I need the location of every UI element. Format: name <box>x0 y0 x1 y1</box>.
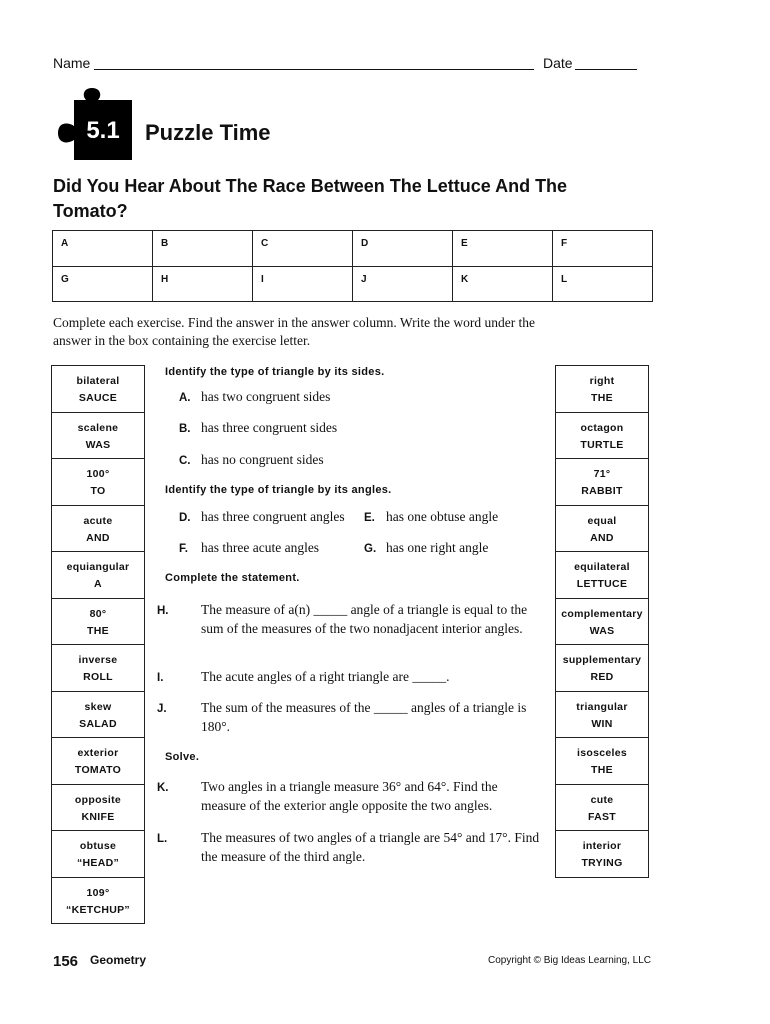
exercise-j: J. The sum of the measures of the _____ angles of a triangle is 180°. <box>157 700 527 734</box>
left-answer-column <box>51 365 145 924</box>
answer-box-k[interactable]: K <box>453 266 553 302</box>
answer-option: interior TRYING <box>556 831 648 878</box>
section-heading-complete: Complete the statement. <box>165 572 300 584</box>
exercise-g: G. has one right angle <box>364 540 489 555</box>
answer-option: cute FAST <box>556 785 648 832</box>
exercise-h: H. The measure of a(n) _____ angle of a triangle is equal to the sum of the measures of the two nonadjacent interior angles. <box>157 602 528 636</box>
date-underline[interactable] <box>575 57 637 70</box>
answer-box-e[interactable]: E <box>453 231 553 267</box>
name-field[interactable] <box>53 55 534 71</box>
answer-option: equal AND <box>556 506 648 553</box>
answer-box-d[interactable]: D <box>353 231 453 267</box>
answer-box-l[interactable]: L <box>553 266 653 302</box>
answer-option: equilateral LETTUCE <box>556 552 648 599</box>
answer-box-c[interactable]: C <box>253 231 353 267</box>
answer-option: opposite KNIFE <box>52 785 144 832</box>
instructions: Complete each exercise. Find the answer in the answer column. Write the word under the answer in the box containing the exercise letter. <box>53 315 536 348</box>
date-field[interactable] <box>543 55 637 71</box>
exercise-k: K. Two angles in a triangle measure 36° and 64°. Find the measure of the exterior angle opposite the two angles. <box>157 779 498 813</box>
answer-option: inverse ROLL <box>52 645 144 692</box>
section-number: 5.1 <box>86 117 120 144</box>
answer-box-j[interactable]: J <box>353 266 453 302</box>
answer-option: isosceles THE <box>556 738 648 785</box>
exercise-f: F. has three acute angles <box>179 540 320 555</box>
exercise-l: L. The measures of two angles of a triangle are 54° and 17°. Find the measure of the third angle. <box>157 830 540 864</box>
exercise-c: C. has no congruent sides <box>179 452 324 467</box>
answer-option: 71° RABBIT <box>556 459 648 506</box>
name-label: Name <box>53 55 91 71</box>
page-number: 156 <box>53 953 79 970</box>
answer-option: 109° “KETCHUP” <box>52 878 144 925</box>
exercise-d: D. has three congruent angles <box>179 509 345 524</box>
right-answer-column <box>555 365 649 878</box>
answer-option: 100° TO <box>52 459 144 506</box>
answer-option: skew SALAD <box>52 692 144 739</box>
answer-option: octagon TURTLE <box>556 413 648 460</box>
date-label: Date <box>543 55 573 71</box>
answer-option: triangular WIN <box>556 692 648 739</box>
section-heading-solve: Solve. <box>165 751 200 763</box>
answer-box-h[interactable]: H <box>153 266 253 302</box>
answer-box-b[interactable]: B <box>153 231 253 267</box>
answer-option: exterior TOMATO <box>52 738 144 785</box>
section-heading-sides: Identify the type of triangle by its sides. <box>165 366 385 378</box>
name-underline[interactable] <box>94 57 534 70</box>
section-heading-angles: Identify the type of triangle by its angles. <box>165 484 392 496</box>
answer-option: 80° THE <box>52 599 144 646</box>
answer-box-f[interactable]: F <box>553 231 653 267</box>
answer-option: supplementary RED <box>556 645 648 692</box>
exercise-a: A. has two congruent sides <box>179 389 331 404</box>
copyright-notice: Copyright © Big Ideas Learning, LLC <box>488 955 652 966</box>
book-title: Geometry <box>90 953 147 967</box>
answer-option: right THE <box>556 366 648 413</box>
answer-box-a[interactable]: A <box>53 231 153 267</box>
answer-box-g[interactable]: G <box>53 266 153 302</box>
exercise-i: I. The acute angles of a right triangle are _____. <box>157 669 450 684</box>
answer-grid <box>52 230 653 302</box>
answer-option: scalene WAS <box>52 413 144 460</box>
answer-option: acute AND <box>52 506 144 553</box>
answer-box-i[interactable]: I <box>253 266 353 302</box>
answer-option: obtuse “HEAD” <box>52 831 144 878</box>
answer-option: equiangular A <box>52 552 144 599</box>
page-title: Puzzle Time <box>145 120 271 145</box>
answer-option: complementary WAS <box>556 599 648 646</box>
exercise-e: E. has one obtuse angle <box>364 509 499 524</box>
answer-option: bilateral SAUCE <box>52 366 144 413</box>
exercise-b: B. has three congruent sides <box>179 420 338 435</box>
riddle-question: Did You Hear About The Race Between The Lettuce And The Tomato? <box>53 176 568 221</box>
